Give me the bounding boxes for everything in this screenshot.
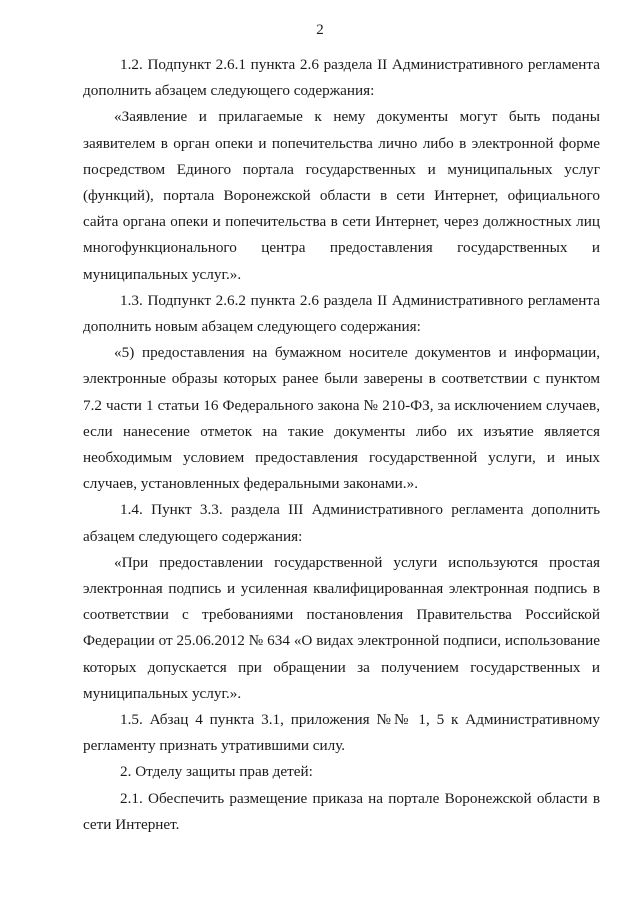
quoted-paragraph-electronic-signature: «При предоставлении государственной услуги используются простая электронная подпись и усиленная квалифицированная электронная подпись в соответствии с требованиями постановления Правительства Российской Федерации от 25.06.2012 № 634 «О видах электронной подписи, использование которых допускается при обращении за получением государственных и муниципальных услуг.». (83, 553, 600, 702)
page-number: 2 (316, 22, 324, 38)
paragraph-1-4: 1.4. Пункт 3.3. раздела III Административного регламента дополнить абзацем следующего содержания: (83, 501, 600, 545)
paragraph-2: 2. Отделу защиты прав детей: (120, 763, 313, 781)
paragraph-1-5: 1.5. Абзац 4 пункта 3.1, приложения №№ 1, 5 к Административному регламенту признать утратившими силу. (83, 711, 600, 755)
paragraph-1-3: 1.3. Подпункт 2.6.2 пункта 2.6 раздела II Административного регламента дополнить новым абзацем следующего содержания: (83, 291, 600, 336)
quoted-paragraph-application: «Заявление и прилагаемые к нему документы могут быть поданы заявителем в орган опеки и попечительства лично либо в электронной форме посредством Единого портала государственных и муниципальных услуг (функций), портала Воронежской области в сети Интернет, официального сайта органа опеки и попечительства в сети Интернет, через должностных лиц многофункционального центра предоставления государственных и муниципальных услуг.». (83, 108, 600, 283)
paragraph-1-2: 1.2. Подпункт 2.6.1 пункта 2.6 раздела II Административного регламента дополнить абзацем следующего содержания: (83, 56, 600, 100)
quoted-paragraph-paper-documents: «5) предоставления на бумажном носителе документов и информации, электронные образы которых ранее были заверены в соответствии с пунктом 7.2 части 1 статьи 16 Федерального закона № 210-ФЗ, за исключением случаев, если нанесение отметок на такие документы либо их изъятие является необходимым условием предоставления государственной услуги, и иных случаев, установленных федеральными законами.». (83, 344, 600, 493)
document-body (83, 52, 600, 838)
paragraph-2-1: 2.1. Обеспечить размещение приказа на портале Воронежской области в сети Интернет. (83, 789, 600, 833)
